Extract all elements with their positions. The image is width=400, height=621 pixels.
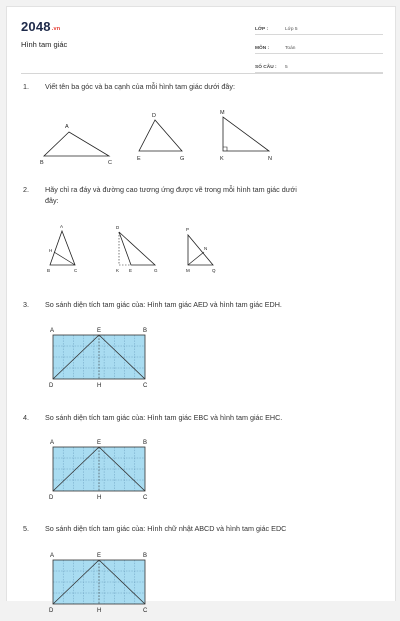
vertex-label: H (97, 495, 102, 501)
question-text: So sánh diện tích tam giác của: Hình tam giác AED và hình tam giác EDH. (45, 300, 282, 309)
vertex-label: A (65, 124, 69, 130)
q1-triangle-mkn (220, 110, 272, 162)
vertex-label: H (97, 383, 102, 389)
q3-rectangle-figure (7, 321, 395, 396)
vertex-label: C (143, 383, 148, 389)
meta-row-grade (255, 19, 383, 35)
vertex-label: E (129, 268, 133, 273)
vertex-label: H (49, 248, 53, 253)
vertex-label: D (49, 608, 54, 614)
vertex-label: D (49, 383, 54, 389)
vertex-label: A (50, 553, 55, 559)
vertex-label: C (143, 495, 148, 501)
question-number: 3. (23, 300, 29, 309)
question-number: 5. (23, 524, 29, 533)
question-text: Viết tên ba góc và ba cạnh của mỗi hình tam giác dưới đây: (45, 82, 235, 91)
question-text: So sánh diện tích tam giác của: Hình tam giác EBC và hình tam giác EHC. (45, 413, 283, 422)
q2-triangle-deg (116, 225, 158, 273)
brand-logo (21, 19, 60, 34)
question-text: So sánh diện tích tam giác của: Hình chữ nhật ABCD và hình tam giác EDC (45, 524, 287, 533)
meta-label: LỚP : (255, 27, 269, 32)
header-divider (21, 73, 383, 74)
vertex-label: E (137, 156, 141, 162)
vertex-label: G (154, 268, 158, 273)
vertex-label: K (116, 268, 120, 273)
vertex-label: C (74, 268, 78, 273)
q4-rectangle-figure (7, 433, 395, 508)
vertex-label: A (60, 224, 64, 229)
worksheet (6, 6, 396, 614)
q1-triangle-abc (40, 124, 112, 166)
q2-figures (7, 219, 395, 274)
document-title: Hình tam giác (21, 40, 68, 49)
vertex-label: B (143, 328, 148, 334)
q1-figures (7, 102, 395, 167)
vertex-label: C (108, 160, 112, 166)
vertex-label: D (116, 225, 120, 230)
vertex-label: M (220, 110, 225, 116)
vertex-label: B (143, 553, 148, 559)
question-number: 1. (23, 82, 29, 91)
meta-label: SỐ CÂU : (255, 65, 277, 70)
q2-triangle-pmq (186, 227, 216, 273)
brand-tld: .vn (51, 26, 61, 32)
meta-label: MÔN : (255, 46, 270, 51)
vertex-label: A (50, 328, 55, 334)
vertex-label: A (50, 440, 55, 446)
vertex-label: H (97, 608, 102, 614)
meta-row-count (255, 57, 383, 73)
vertex-label: E (97, 440, 102, 446)
vertex-label: N (268, 156, 272, 162)
vertex-label: D (152, 113, 156, 119)
question-number: 4. (23, 413, 29, 422)
vertex-label: G (180, 156, 185, 162)
vertex-label: E (97, 328, 102, 334)
vertex-label: B (143, 440, 148, 446)
meta-value: 5 (285, 65, 288, 70)
vertex-label: Q (212, 268, 216, 273)
vertex-label: B (40, 160, 44, 166)
vertex-label: P (186, 227, 190, 232)
q5-rectangle-figure (7, 546, 395, 621)
meta-row-subject (255, 38, 383, 54)
meta-value: Lớp 5 (285, 27, 298, 32)
question-text-line-2: đây: (45, 196, 59, 205)
question-number: 2. (23, 185, 29, 194)
vertex-label: M (186, 268, 190, 273)
vertex-label: B (47, 268, 51, 273)
vertex-label: K (220, 156, 224, 162)
q2-triangle-abc (47, 224, 78, 273)
meta-panel (255, 19, 383, 76)
brand-name: 2048 (21, 19, 51, 34)
question-text-line-1: Hãy chỉ ra đáy và đường cao tương ứng được vẽ trong mỗi hình tam giác dưới (45, 185, 297, 194)
vertex-label: N (204, 246, 208, 251)
q1-triangle-deg (137, 113, 184, 162)
meta-value: Toán (285, 46, 296, 51)
vertex-label: E (97, 553, 102, 559)
vertex-label: C (143, 608, 148, 614)
vertex-label: D (49, 495, 54, 501)
